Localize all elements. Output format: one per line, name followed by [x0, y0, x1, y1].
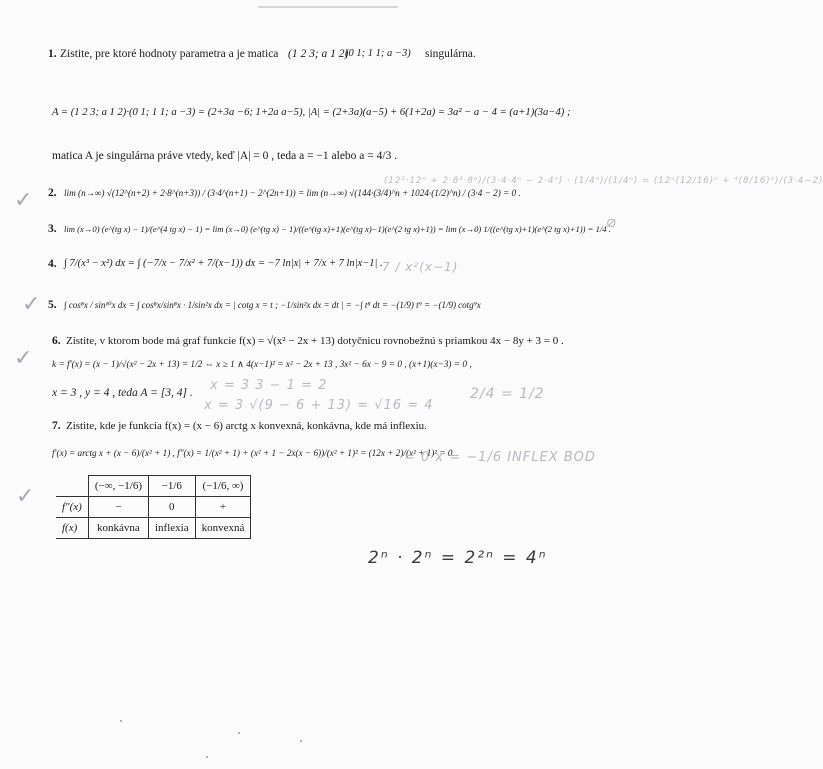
p4-expression: ∫ 7/(x³ − x²) dx = ∫ (−7/x − 7/x² + 7/(x−1)) dx = −7 ln|x| + 7/x + 7 ln|x−1| .: [64, 258, 383, 269]
p5-number: 5.: [48, 299, 57, 311]
check-mark-icon: ✓: [14, 188, 33, 213]
table-cell: 0: [149, 497, 196, 518]
p1-solution: A = (1 2 3; a 1 2)·(0 1; 1 1; a −3) = (2+3a −6; 1+2a a−5), |A| = (2+3a)(a−5) + 6(1+2a) = 3a² − a − 4 = (a+1)(3a−4) ;: [52, 107, 571, 118]
p2-expression: lim (n→∞) √(12^(n+2) + 2·8^(n+3)) / (3·4^(n+1) − 2^(2n+1)) = lim (n→∞) √(144·(3/4)^n + 1024·(1/2)^n) / (3·4 − 2) = 0 .: [64, 188, 521, 198]
p7-number: 7.: [52, 420, 61, 432]
scan-speck: [238, 732, 240, 734]
p1-matrix-b: (0 1; 1 1; a −3): [345, 48, 411, 59]
handwritten-fraction-p6: 2/4 = 1/2: [470, 386, 545, 402]
handwritten-note-p6-2: x = 3 √(9 − 6 + 13) = √16 = 4: [204, 398, 434, 413]
handwritten-note-bottom: 2ⁿ · 2ⁿ = 2²ⁿ = 4ⁿ: [368, 548, 548, 568]
table-cell: konkávna: [88, 518, 148, 539]
sign-table: [56, 475, 251, 539]
sign-table-corner: [56, 476, 88, 497]
sign-table-header-cell: (−1/6, ∞): [195, 476, 251, 497]
scan-speck: [300, 740, 302, 742]
sign-table-header: [56, 476, 251, 497]
sign-table-row-label: f″(x): [56, 497, 88, 518]
sign-table-header-cell: (−∞, −1/6): [88, 476, 148, 497]
sign-table-header-cell: −1/6: [149, 476, 196, 497]
p7-question: Zistite, kde je funkcia f(x) = (x − 6) arctg x konvexná, konkávna, kde má inflexiu.: [66, 420, 427, 432]
handwritten-mark-p2: ⌀: [606, 212, 617, 231]
handwritten-note-p4: 7 / x²(x−1): [382, 260, 459, 274]
p1-number: 1.: [48, 48, 57, 60]
p4-number: 4.: [48, 258, 57, 270]
check-mark-icon: ✓: [22, 292, 41, 317]
p3-expression: lim (x→0) (e^(tg x) − 1)/(e^(4 tg x) − 1) = lim (x→0) (e^(tg x) − 1)/((e^(tg x)+1)(e^(tg x)−1)(e^(2 tg x)+1)) = lim (x→0) 1/((e^(tg x)+1)(e^(2 tg x)+1)) = 1/4 .: [64, 224, 611, 234]
p3-number: 3.: [48, 223, 57, 235]
handwritten-note-p6-1: x = 3 3 − 1 = 2: [210, 378, 328, 393]
handwritten-note-p2: (12²·12ⁿ + 2·8³·8ⁿ)/(3·4·4ⁿ − 2·4ⁿ) · (1/4ⁿ)/(1/4ⁿ) = (12ⁿ(12/16)ⁿ + ⁴(8/16)ⁿ)/(3·4−2): [384, 176, 823, 186]
p6-question: Zistite, v ktorom bode má graf funkcie f(x) = √(x² − 2x + 13) dotyčnicu rovnobežnú s priamkou 4x − 8y + 3 = 0 .: [66, 335, 564, 347]
table-cell: −: [88, 497, 148, 518]
table-row: [56, 497, 251, 518]
p1-matrix-a: (1 2 3; a 1 2): [288, 48, 349, 60]
scan-speck: [120, 720, 122, 722]
p6-solution-1: k = f′(x) = (x − 1)/√(x² − 2x + 13) = 1/2 ⇔ x ≥ 1 ∧ 4(x−1)² = x² − 2x + 13 , 3x² − 6x − 9 = 0 , (x+1)(x−3) = 0 ,: [52, 360, 472, 370]
p6-number: 6.: [52, 335, 61, 347]
p5-expression: ∫ cos⁸x / sin¹⁰x dx = ∫ cos⁸x/sin⁸x · 1/sin²x dx = | cotg x = t ; −1/sin²x dx = dt | = −∫ t⁸ dt = −(1/9) t⁹ = −(1/9) cotg⁹x: [64, 300, 481, 310]
table-cell: +: [195, 497, 251, 518]
p1-question: Zistite, pre ktoré hodnoty parametra a je matica: [60, 48, 279, 60]
table-row: [56, 518, 251, 539]
scan-artifact: [258, 6, 398, 8]
p1-conclusion: matica A je singulárna práve vtedy, keď |A| = 0 , teda a = −1 alebo a = 4/3 .: [52, 150, 398, 162]
check-mark-icon: ✓: [14, 346, 33, 371]
sign-table-row-label: f(x): [56, 518, 88, 539]
p1-tail: singulárna.: [425, 48, 476, 60]
table-cell: inflexia: [149, 518, 196, 539]
scan-speck: [206, 756, 208, 758]
p7-derivatives: f′(x) = arctg x + (x − 6)/(x² + 1) , f″(x) = 1/(x² + 1) + (x² + 1 − 2x(x − 6))/(x² + 1)² = (12x + 2)/(x² + 1)² = 0: [52, 448, 453, 458]
p6-solution-2: x = 3 , y = 4 , teda A = [3, 4] .: [52, 387, 193, 399]
p2-number: 2.: [48, 187, 57, 199]
table-cell: konvexná: [195, 518, 251, 539]
check-mark-icon: ✓: [16, 484, 35, 509]
handwritten-note-p7: = 0 x = −1/6 INFLEX BOD: [404, 450, 596, 465]
